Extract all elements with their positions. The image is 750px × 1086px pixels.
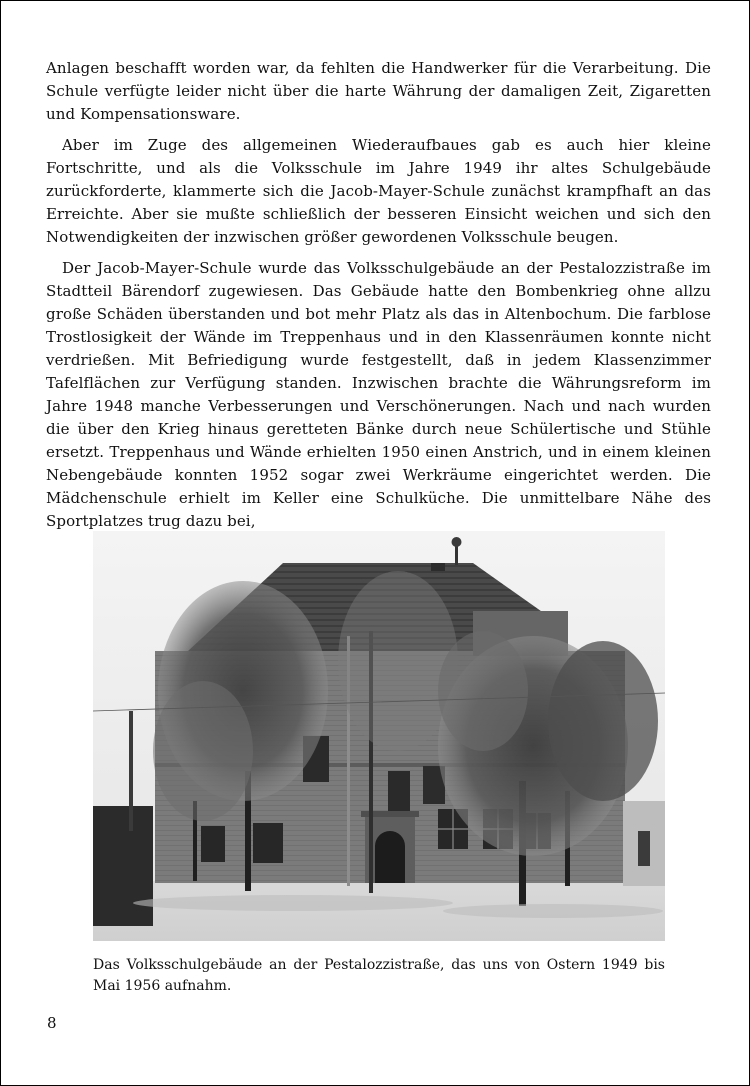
body-text [46,57,711,541]
school-building-photo [93,531,665,941]
page-number: 8 [47,1014,57,1032]
paragraph-3: Der Jacob-Mayer-Schule wurde das Volksschulgebäude an der Pestalozzistraße im Stadtteil Bärendorf zugewiesen. Das Gebäude hatte den Bombenkrieg ohne allzu große Schäden überstanden und bot mehr Platz als das in Altenbochum. Die farblose Trostlosigkeit der Wände im Treppenhaus und in den Klassenräumen konnte nicht verdrießen. Mit Befriedigung wurde festgestellt, daß in jedem Klassenzimmer Tafelflächen zur Verfügung standen. Inzwischen brachte die Währungsreform im Jahre 1948 manche Verbesserungen und Verschönerungen. Nach und nach wurden die über den Krieg hinaus geretteten Bänke durch neue Schülertische und Stühle ersetzt. Treppenhaus und Wände erhielten 1950 einen Anstrich, und in einem kleinen Nebengebäude konnten 1952 sogar zwei Werkräume eingerichtet werden. Die Mädchenschule erhielt im Keller eine Schulküche. Die unmittelbare Nähe des Sportplatzes trug dazu bei, [46,259,711,530]
paragraph-1: Anlagen beschafft worden war, da fehlten die Handwerker für die Verarbeitung. Die Schule verfügte leider nicht über die harte Währung der damaligen Zeit, Zigaretten und Kompensationsware. [46,59,711,123]
photo-caption: Das Volksschulgebäude an der Pestalozzistraße, das uns von Ostern 1949 bis Mai 1956 aufnahm. [93,957,665,994]
paragraph-2: Aber im Zuge des allgemeinen Wiederaufbaues gab es auch hier kleine Fortschritte, und als die Volksschule im Jahre 1949 ihr altes Schulgebäude zurückforderte, klammerte sich die Jacob-Mayer-Schule zunächst krampfhaft an das Erreichte. Aber sie mußte schließlich der besseren Einsicht weichen und sich den Notwendigkeiten der inzwischen größer gewordenen Volksschule beugen. [46,136,711,246]
